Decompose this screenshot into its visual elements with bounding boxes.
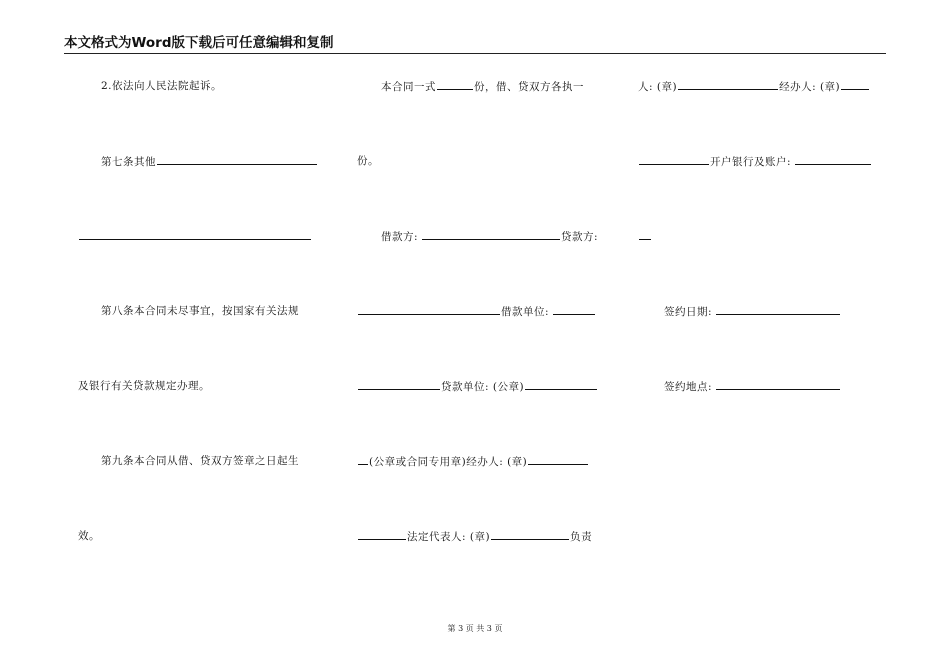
text-line: 及银行有关贷款规定办理。 bbox=[78, 380, 210, 392]
text-line: (公章或合同专用章)经办人: (章) bbox=[357, 454, 589, 469]
text-line: 贷款单位: (公章) bbox=[357, 379, 598, 394]
text-line: 第七条其他 bbox=[101, 154, 318, 169]
text-line: 2.依法向人民法院起诉。 bbox=[101, 80, 223, 92]
blank-line bbox=[358, 529, 406, 540]
text-line: 借款方: 贷款方: bbox=[381, 231, 599, 243]
blank-line bbox=[553, 304, 595, 315]
text-line: 借款单位: bbox=[357, 304, 596, 319]
text-line: 开户银行及账户: bbox=[638, 154, 872, 169]
text-line: 第八条本合同未尽事宜，按国家有关法规 bbox=[101, 305, 299, 317]
blank-line bbox=[437, 79, 473, 90]
text-line: 第九条本合同从借、贷双方签章之日起生 bbox=[101, 455, 299, 467]
blank-line bbox=[157, 154, 317, 165]
blank-line bbox=[678, 79, 778, 90]
blank-line bbox=[795, 154, 871, 165]
blank-line bbox=[639, 229, 651, 240]
page-number: 第 3 页 共 3 页 bbox=[447, 624, 503, 633]
blank-line bbox=[358, 304, 500, 315]
text-line: 签约地点: bbox=[664, 379, 841, 394]
page-header bbox=[64, 34, 886, 54]
text-line: 本合同一式 份，借、贷双方各执一 bbox=[381, 81, 584, 93]
blank-line bbox=[716, 304, 840, 315]
text-line bbox=[638, 229, 652, 244]
blank-line bbox=[716, 379, 840, 390]
header-title: 本文格式为Word版下载后可任意编辑和复制 bbox=[64, 35, 334, 51]
text-line bbox=[78, 229, 312, 244]
blank-line bbox=[639, 154, 709, 165]
blank-line bbox=[525, 379, 597, 390]
text-line: 法定代表人: (章) 负责 bbox=[357, 529, 592, 544]
text-line: 效。 bbox=[78, 530, 100, 542]
blank-line bbox=[841, 79, 869, 90]
text-line: 份。 bbox=[357, 155, 379, 167]
blank-line bbox=[79, 229, 311, 240]
blank-line bbox=[358, 379, 440, 390]
blank-line bbox=[491, 529, 569, 540]
blank-line bbox=[358, 454, 368, 465]
text-line: 签约日期: bbox=[664, 304, 841, 319]
text-line: 人: (章) 经办人: (章) bbox=[638, 79, 870, 94]
blank-line bbox=[422, 229, 560, 240]
blank-line bbox=[528, 454, 588, 465]
